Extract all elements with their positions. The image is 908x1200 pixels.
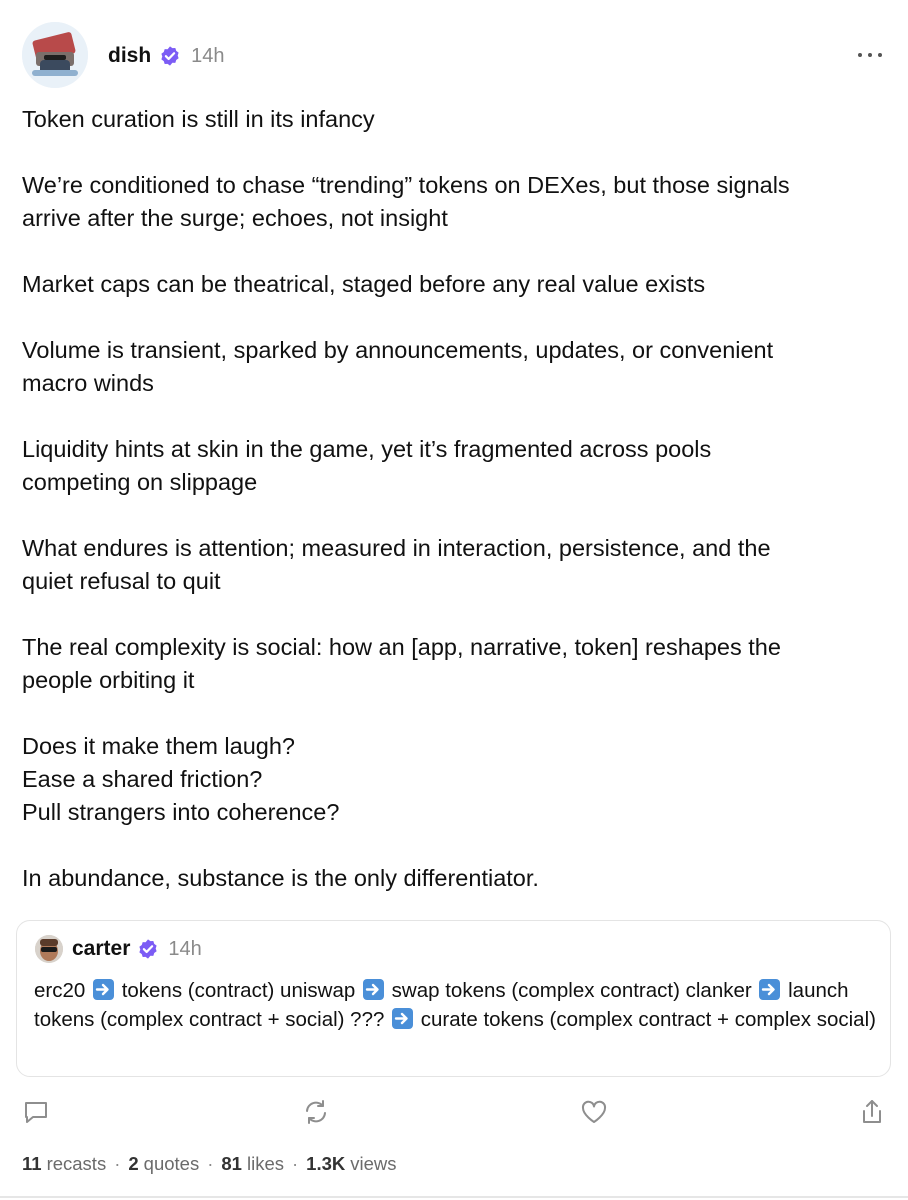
- recast-icon[interactable]: [302, 1098, 330, 1126]
- separator: ·: [207, 1153, 214, 1174]
- post-paragraph: [22, 169, 888, 235]
- post-body: [22, 103, 888, 895]
- post-text-line: In abundance, substance is the only differentiator.: [22, 865, 539, 891]
- author-name[interactable]: dish: [108, 44, 152, 67]
- quoted-text-segment: tokens (contract) uniswap: [121, 979, 356, 1002]
- post-text-line: The real complexity is social: how an [app, narrative, token] reshapes the: [22, 634, 781, 660]
- quoted-text-segment: curate tokens (complex contract + complex social): [420, 1007, 876, 1031]
- likes-count[interactable]: [221, 1153, 284, 1175]
- post-paragraph: [22, 631, 888, 697]
- post-text-line: quiet refusal to quit: [22, 568, 221, 594]
- right-arrow-icon: [392, 1008, 413, 1029]
- post-text-line: Pull strangers into coherence?: [22, 799, 340, 825]
- verified-badge-icon: [137, 938, 159, 960]
- quoted-timestamp: 14h: [168, 937, 202, 960]
- post-paragraph: [22, 103, 888, 136]
- quoted-text-segment: swap tokens (complex contract) clanker: [391, 979, 752, 1002]
- views-label: views: [350, 1153, 397, 1174]
- post-paragraph: [22, 268, 888, 301]
- recasts-label: recasts: [46, 1153, 107, 1174]
- recasts-count[interactable]: [22, 1153, 106, 1175]
- post-paragraph: [22, 862, 888, 895]
- more-options-icon[interactable]: [858, 48, 882, 62]
- action-bar: [22, 1098, 888, 1128]
- like-icon[interactable]: [580, 1098, 608, 1126]
- quotes-number: 2: [128, 1153, 139, 1174]
- recasts-number: 11: [22, 1153, 42, 1174]
- post-text-line: Token curation is still in its infancy: [22, 106, 375, 132]
- right-arrow-icon: [363, 979, 384, 1000]
- separator: ·: [291, 1153, 299, 1174]
- right-arrow-icon: [93, 979, 114, 1000]
- likes-label: likes: [246, 1153, 284, 1174]
- post-text-line: Ease a shared friction?: [22, 766, 263, 792]
- post-text-line: Liquidity hints at skin in the game, yet it’s fragmented across pools: [22, 436, 712, 462]
- post-timestamp: 14h: [191, 44, 225, 67]
- post-text-line: Does it make them laugh?: [22, 733, 296, 759]
- likes-number: 81: [221, 1153, 242, 1174]
- post-paragraph: [22, 730, 888, 829]
- post-text-line: Market caps can be theatrical, staged before any real value exists: [22, 271, 706, 297]
- divider: [0, 1196, 908, 1198]
- quoted-cast-text: [34, 977, 884, 1034]
- quoted-text-segment: launch tokens (complex contract + social) ???: [34, 979, 849, 1031]
- post-text-line: competing on slippage: [22, 469, 258, 495]
- post-header: [22, 22, 886, 88]
- post-paragraph: [22, 334, 888, 400]
- share-icon[interactable]: [858, 1098, 886, 1126]
- post-text-line: We’re conditioned to chase “trending” tokens on DEXes, but those signals: [22, 172, 790, 198]
- separator: ·: [114, 1153, 121, 1174]
- quoted-text-segment: erc20: [34, 979, 86, 1002]
- quoted-author-name[interactable]: carter: [72, 937, 131, 960]
- post-paragraph: [22, 532, 888, 598]
- views-count: [306, 1153, 396, 1175]
- quoted-author-avatar[interactable]: [35, 935, 63, 963]
- right-arrow-icon: [759, 979, 780, 1000]
- post-text-line: What endures is attention; measured in interaction, persistence, and the: [22, 535, 771, 561]
- post-paragraph: [22, 433, 888, 499]
- quoted-cast-header: [35, 935, 202, 963]
- views-number: 1.3K: [306, 1153, 346, 1174]
- engagement-stats: [22, 1153, 397, 1175]
- quotes-count[interactable]: [128, 1153, 199, 1175]
- post-text-line: arrive after the surge; echoes, not insight: [22, 205, 448, 231]
- quotes-label: quotes: [143, 1153, 200, 1174]
- reply-icon[interactable]: [22, 1098, 50, 1126]
- post-text-line: macro winds: [22, 370, 154, 396]
- author-line: [108, 44, 225, 68]
- verified-badge-icon: [159, 45, 181, 67]
- post-text-line: people orbiting it: [22, 667, 195, 693]
- quoted-cast[interactable]: [16, 920, 891, 1077]
- post-text-line: Volume is transient, sparked by announcements, updates, or convenient: [22, 337, 774, 363]
- author-avatar[interactable]: [22, 22, 88, 88]
